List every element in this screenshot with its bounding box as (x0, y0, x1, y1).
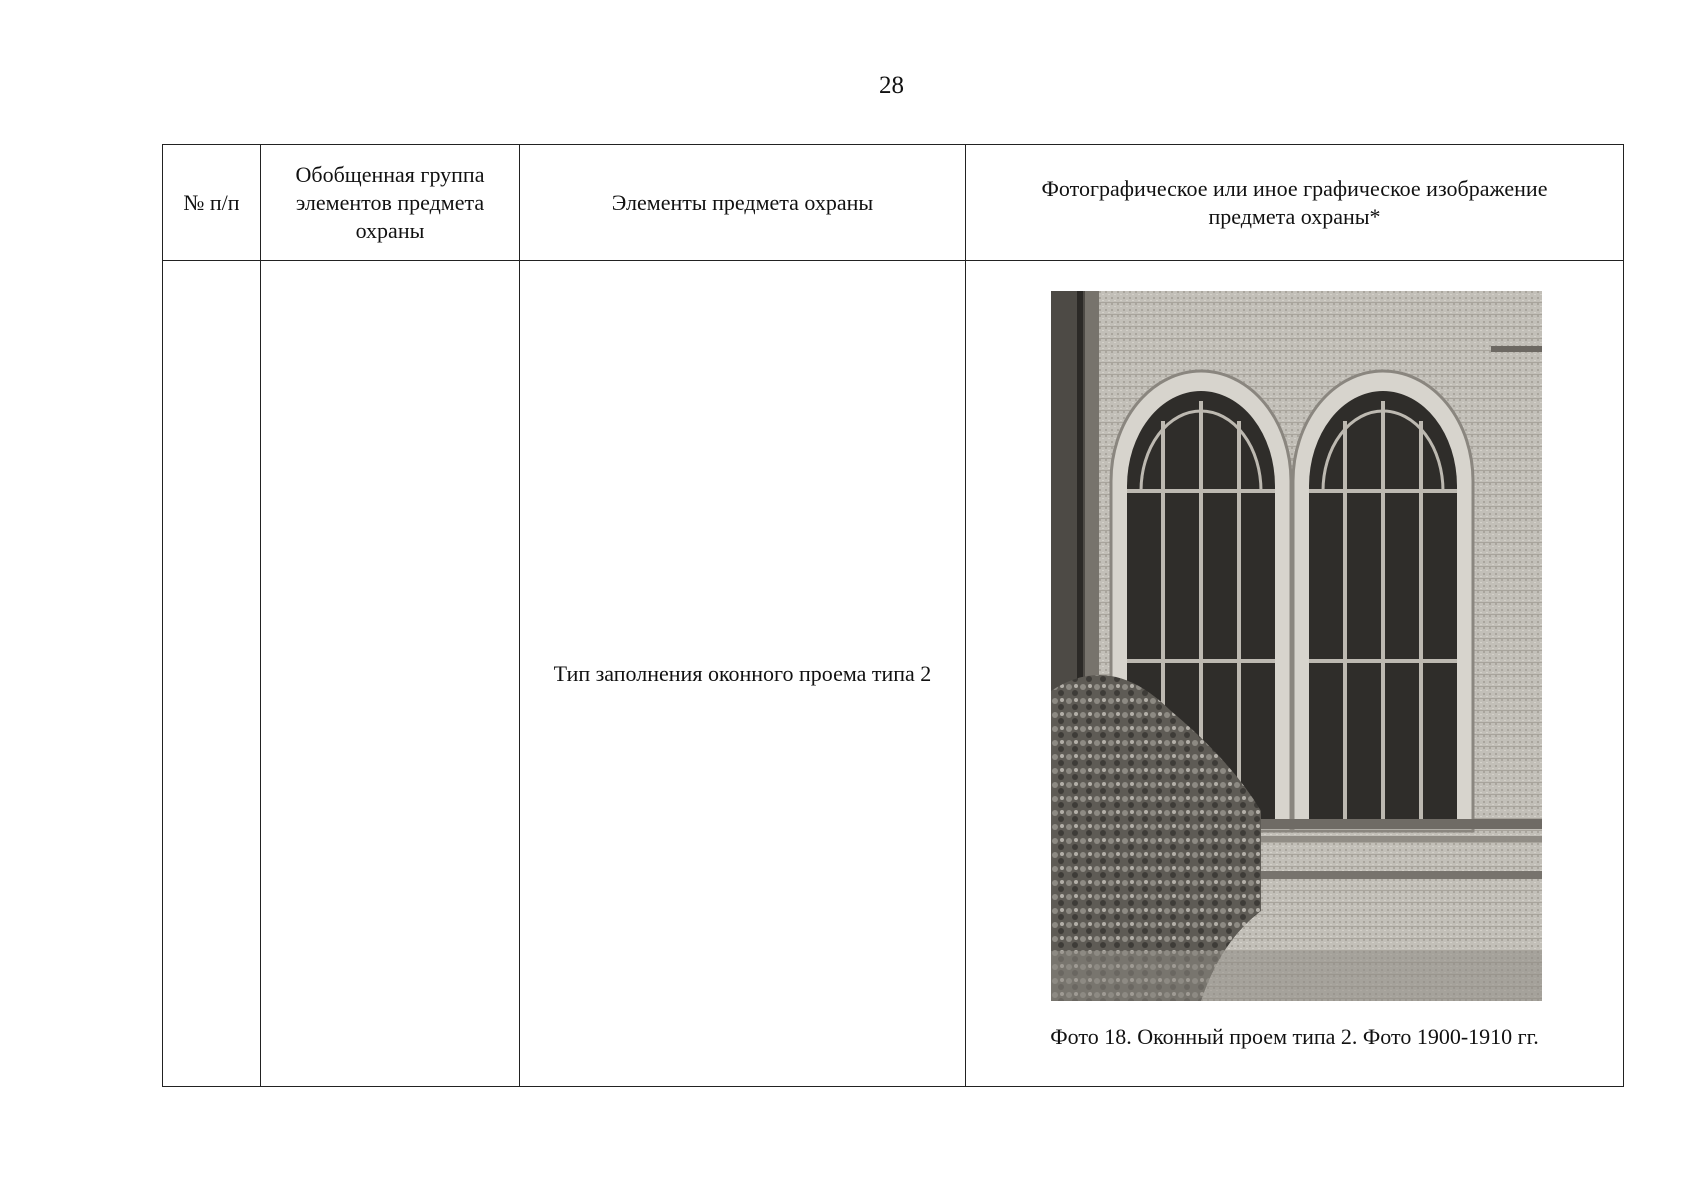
table-header-row (163, 145, 1624, 261)
arched-windows-photo (1051, 291, 1542, 1001)
protection-table (162, 144, 1624, 1087)
row-number-cell (163, 261, 261, 1087)
page-number: 28 (879, 72, 904, 99)
header-image-label: Фотографическое или иное графическое изображение предмета охраны* (1041, 175, 1548, 229)
header-elements (520, 145, 966, 261)
table-row (163, 261, 1624, 1087)
header-number (163, 145, 261, 261)
header-group-label: Обобщенная группа элементов предмета охраны (295, 161, 485, 243)
photo-wrap (966, 261, 1623, 1086)
header-elements-label: Элементы предмета охраны (611, 189, 874, 215)
header-number-label: № п/п (183, 189, 240, 215)
row-element-cell: Тип заполнения оконного проема типа 2 (520, 261, 966, 1087)
row-group-cell (261, 261, 520, 1087)
header-group (261, 145, 520, 261)
row-photo-cell (966, 261, 1624, 1087)
header-image (966, 145, 1624, 261)
photo-caption: Фото 18. Оконный проем типа 2. Фото 1900-1910 гг. (1050, 1024, 1539, 1049)
arched-windows-photo-drawing (1051, 291, 1542, 1001)
